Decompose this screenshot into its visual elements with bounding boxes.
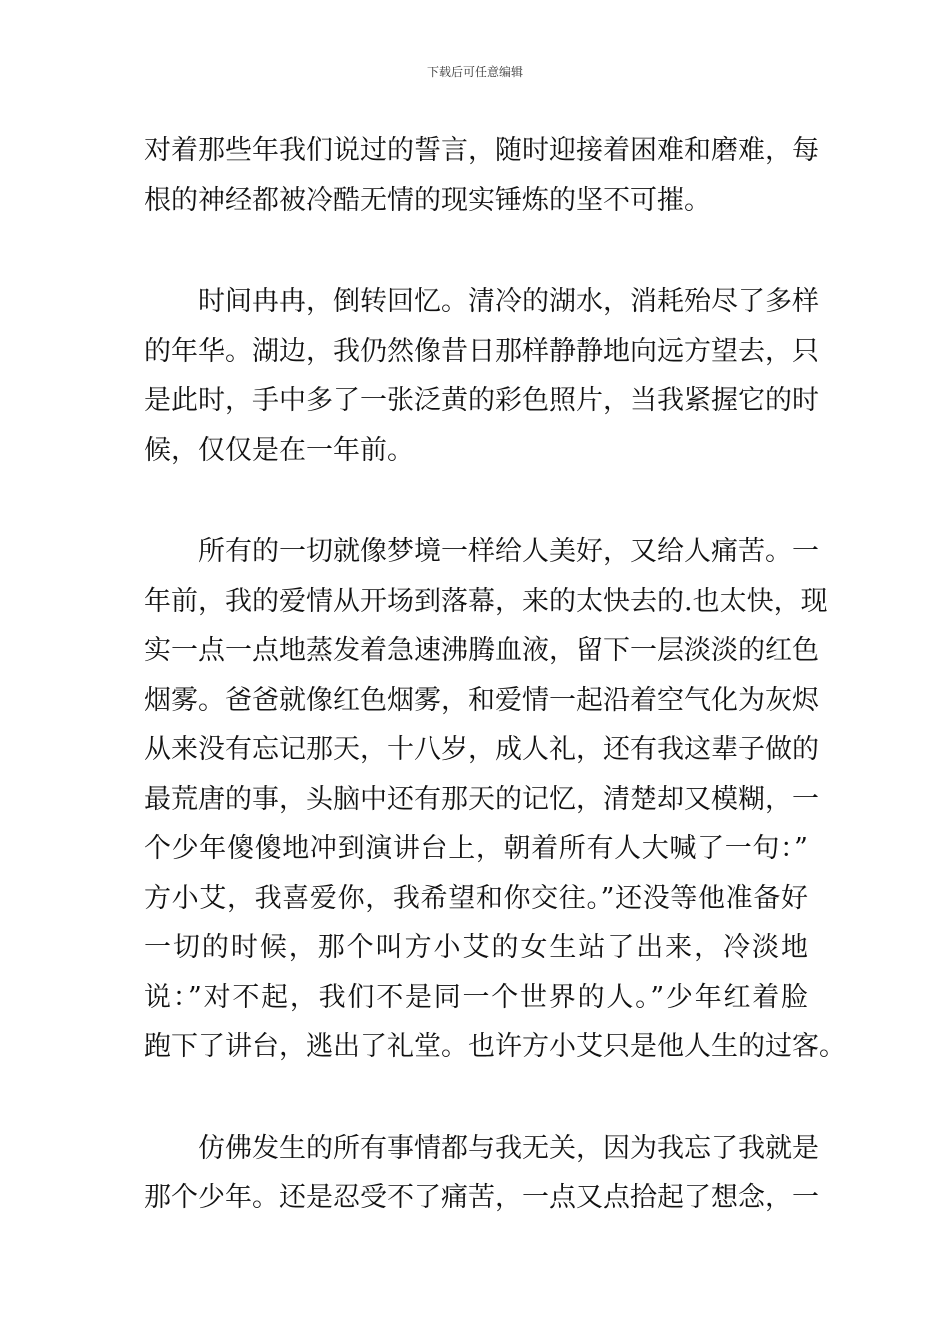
text-line: 一切的时候，那个叫方小艾的女生站了出来，冷淡地 bbox=[144, 932, 808, 963]
paragraph-1 bbox=[144, 126, 819, 225]
paragraph-spacer bbox=[144, 475, 808, 527]
text-line: 跑下了讲台，逃出了礼堂。也许方小艾只是他人生的过客。 bbox=[144, 1031, 846, 1062]
paragraph-2 bbox=[144, 277, 819, 475]
text-line: 的年华。湖边，我仍然像昔日那样静静地向远方望去，只 bbox=[144, 335, 819, 367]
text-line: 说：”对不起，我们不是同一个世界的人。”少年红着脸 bbox=[144, 981, 808, 1013]
text-line: 最荒唐的事，头脑中还有那天的记忆，清楚却又模糊，一 bbox=[144, 783, 819, 815]
text-line: 候，仅仅是在一年前。 bbox=[144, 434, 414, 466]
text-line: 仿佛发生的所有事情都与我无关，因为我忘了我就是 bbox=[144, 1132, 819, 1164]
text-line: 从来没有忘记那天，十八岁，成人礼，还有我这辈子做的 bbox=[144, 734, 819, 765]
text-line: 那个少年。还是忍受不了痛苦，一点又点拾起了想念，一 bbox=[144, 1182, 819, 1213]
text-line: 时间冉冉，倒转回忆。清冷的湖水，消耗殆尽了多样 bbox=[144, 286, 819, 317]
text-line: 所有的一切就像梦境一样给人美好，又给人痛苦。一 bbox=[144, 536, 819, 567]
text-line: 方小艾，我喜爱你，我希望和你交往。”还没等他准备好 bbox=[144, 882, 808, 914]
text-line: 烟雾。爸爸就像红色烟雾，和爱情一起沿着空气化为灰烬 bbox=[144, 684, 819, 716]
paragraph-4 bbox=[144, 1124, 819, 1223]
page-header-note: 下载后可任意编辑 bbox=[426, 65, 523, 79]
text-line: 根的神经都被冷酷无情的现实锤炼的坚不可摧。 bbox=[144, 184, 711, 216]
text-line: 对着那些年我们说过的誓言，随时迎接着困难和磨难，每 bbox=[144, 135, 819, 166]
paragraph-spacer bbox=[144, 225, 808, 277]
text-line: 是此时，手中多了一张泛黄的彩色照片，当我紧握它的时 bbox=[144, 385, 819, 416]
paragraph-spacer bbox=[144, 1072, 808, 1124]
text-line: 实一点一点地蒸发着急速沸腾血液，留下一层淡淡的红色 bbox=[144, 635, 819, 666]
text-line: 个少年傻傻地冲到演讲台上，朝着所有人大喊了一句：” bbox=[144, 833, 808, 864]
text-line: 年前，我的爱情从开场到落幕，来的太快去的.也太快，现 bbox=[144, 585, 828, 617]
paragraph-3 bbox=[144, 527, 846, 1072]
document-body bbox=[144, 126, 846, 1223]
